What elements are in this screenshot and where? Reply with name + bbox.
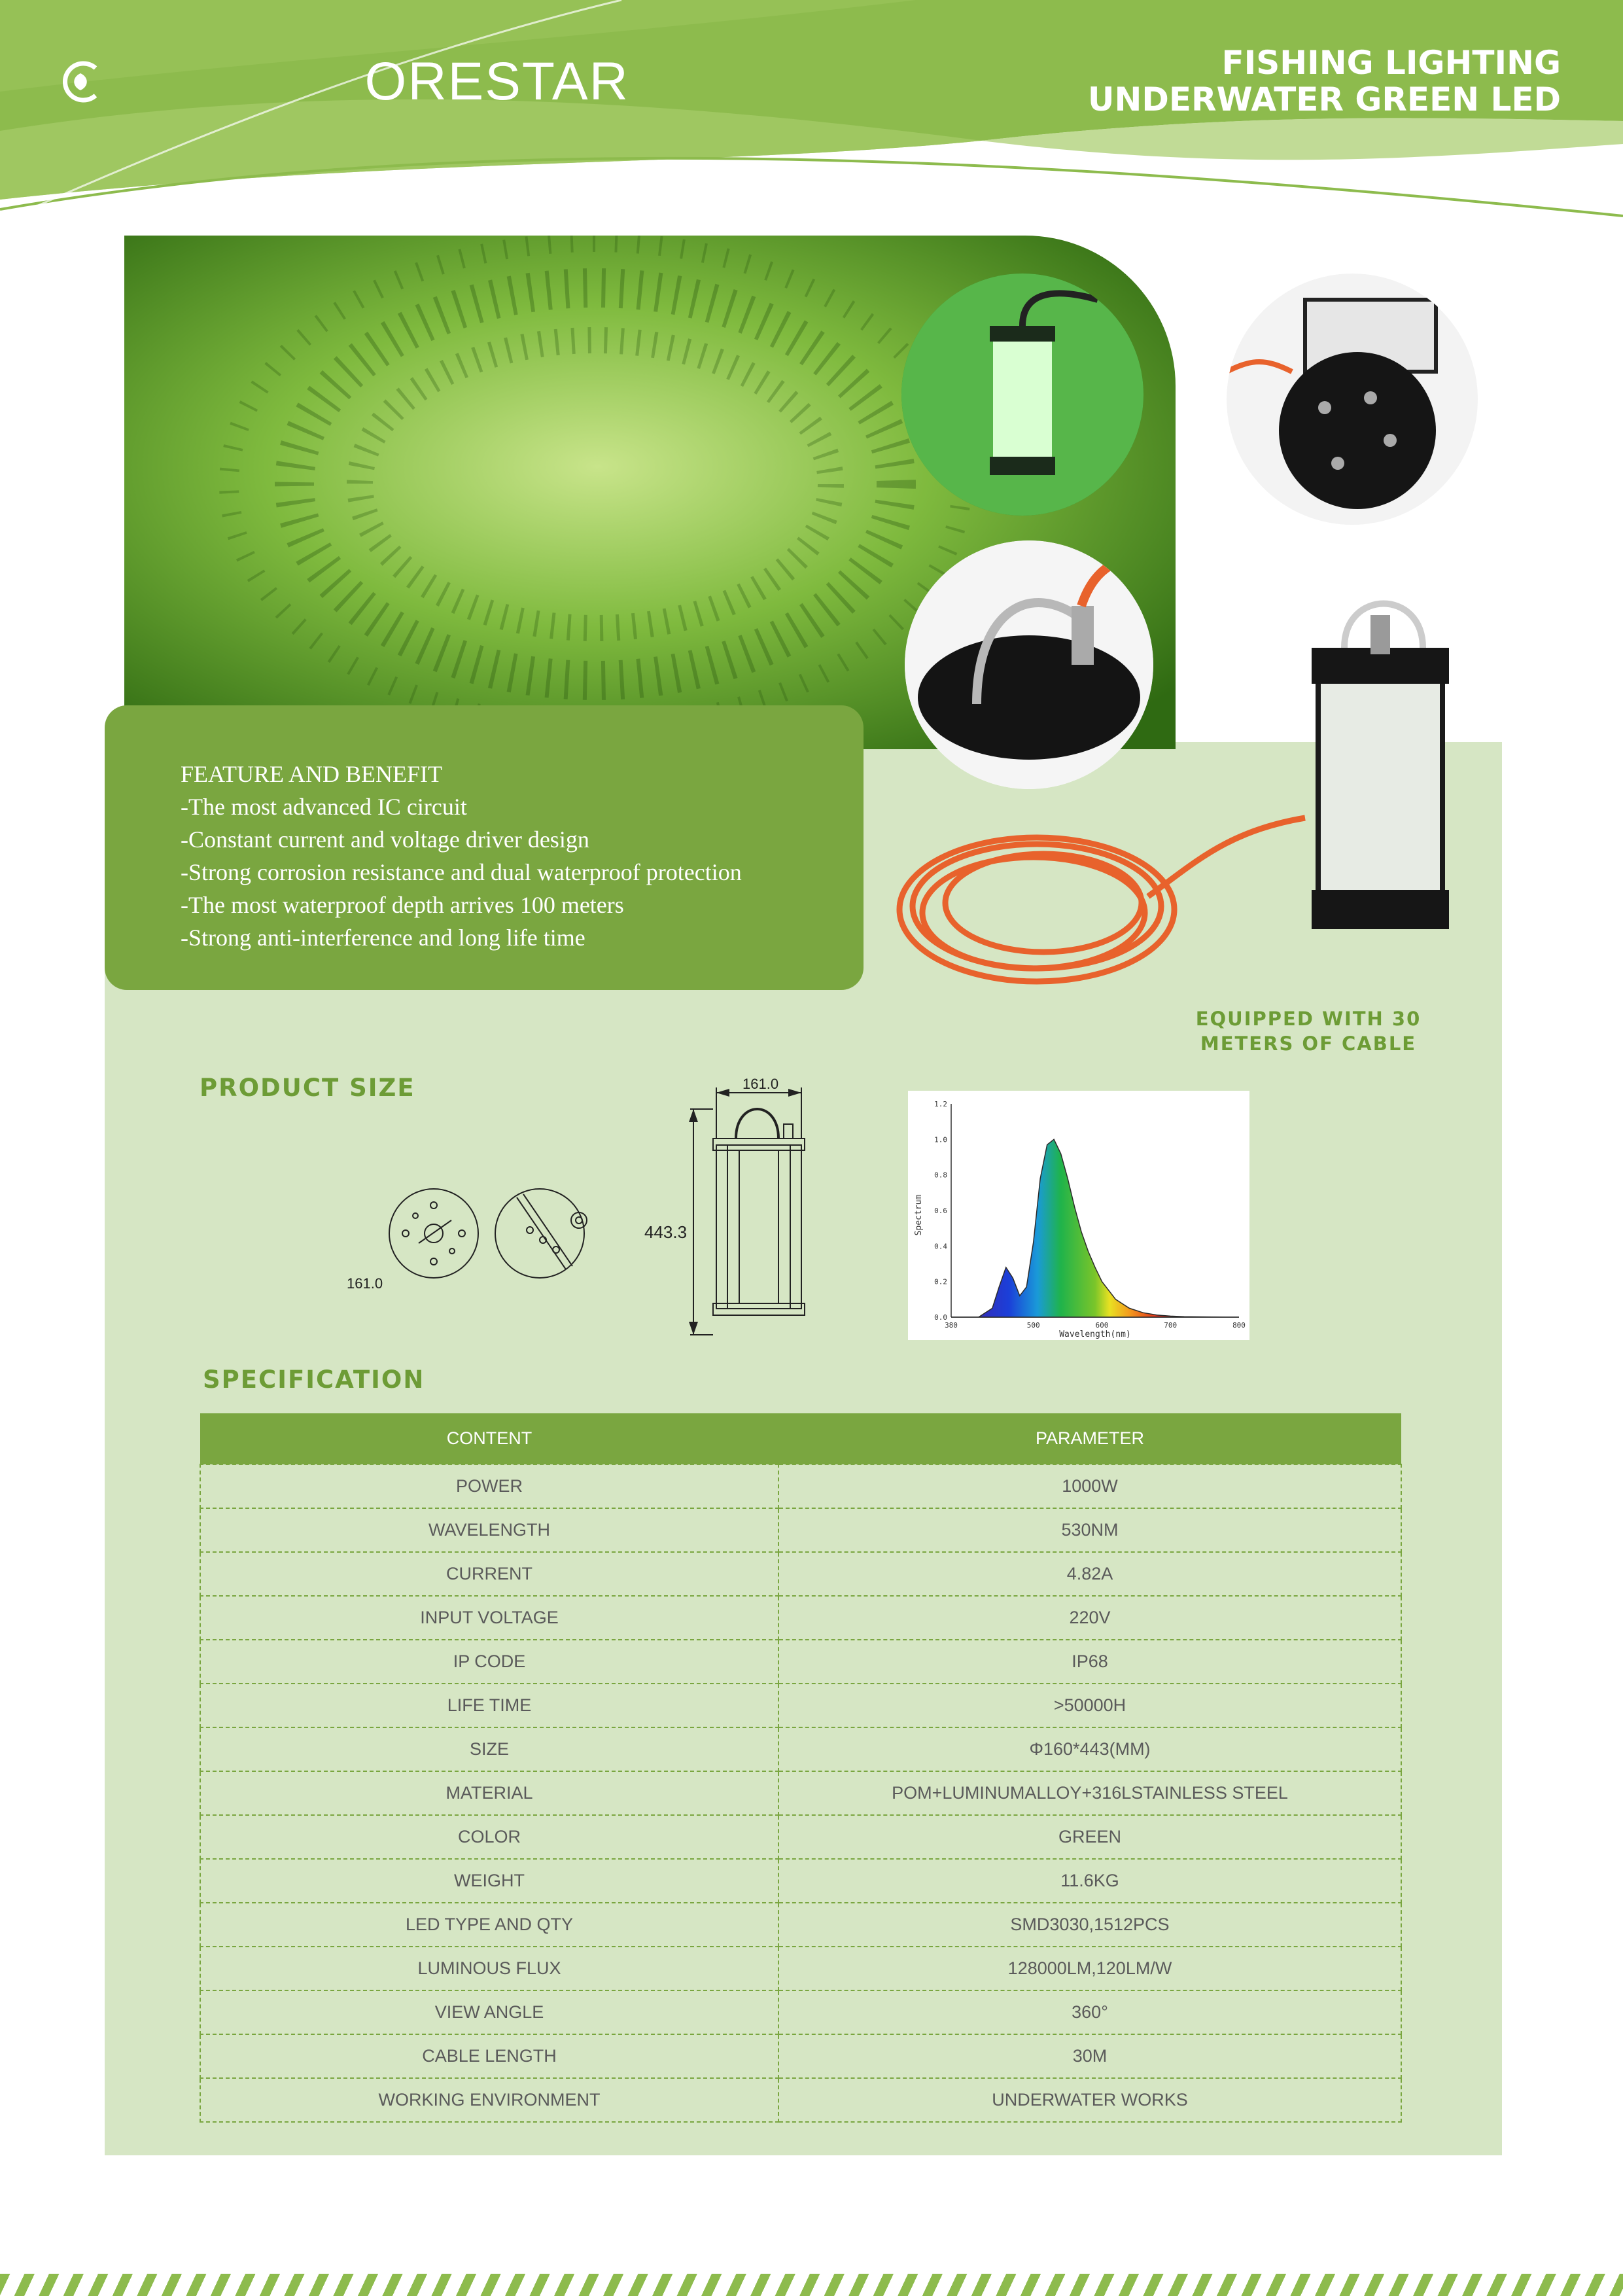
- cell-content: LIFE TIME: [200, 1684, 778, 1727]
- feature-item: -Constant current and voltage driver design: [181, 826, 589, 853]
- table-row: [200, 1684, 1401, 1727]
- specification-table: [200, 1413, 1402, 2123]
- x-tick-label: 500: [1026, 1321, 1040, 1330]
- diameter-label: 161.0: [347, 1275, 383, 1292]
- cell-parameter: 128000LM,120LM/W: [778, 1947, 1401, 1990]
- table-row: [200, 1727, 1401, 1771]
- brand-logo: [58, 51, 629, 113]
- spectrum-area: [951, 1139, 1239, 1317]
- cell-parameter: IP68: [778, 1640, 1401, 1684]
- y-axis-label: Spectrum: [914, 1194, 924, 1236]
- cell-parameter: SMD3030,1512PCS: [778, 1903, 1401, 1947]
- brand-logo-visible-text: ORESTAR: [364, 52, 629, 111]
- page-title: [1088, 44, 1561, 118]
- cell-content: CURRENT: [200, 1552, 778, 1596]
- cell-parameter: 360°: [778, 1990, 1401, 2034]
- lamp-top-cap-photo: [1227, 274, 1478, 525]
- cell-content: COLOR: [200, 1815, 778, 1859]
- y-tick-label: 0.2: [934, 1277, 947, 1286]
- feature-item: -The most waterproof depth arrives 100 meters: [181, 892, 624, 918]
- spectrum-chart: [908, 1091, 1249, 1340]
- cell-content: WORKING ENVIRONMENT: [200, 2078, 778, 2122]
- product-size-drawing: [327, 1073, 850, 1361]
- cell-parameter: 4.82A: [778, 1552, 1401, 1596]
- table-row: [200, 1552, 1401, 1596]
- cell-parameter: 1000W: [778, 1464, 1401, 1508]
- cable-caption-line2: METERS OF CABLE: [1200, 1033, 1417, 1055]
- x-tick-label: 800: [1232, 1321, 1246, 1330]
- cell-parameter: >50000H: [778, 1684, 1401, 1727]
- cell-content: LUMINOUS FLUX: [200, 1947, 778, 1990]
- y-tick-label: 0.8: [934, 1171, 947, 1180]
- feature-heading: FEATURE AND BENEFIT: [181, 761, 443, 787]
- cell-content: INPUT VOLTAGE: [200, 1596, 778, 1640]
- table-row: [200, 1771, 1401, 1815]
- table-row: [200, 1903, 1401, 1947]
- cell-content: POWER: [200, 1464, 778, 1508]
- feature-benefit-box: [105, 705, 864, 990]
- feature-item: -Strong corrosion resistance and dual waterproof protection: [181, 859, 742, 885]
- feature-item: -Strong anti-interference and long life time: [181, 925, 585, 951]
- table-row: [200, 1508, 1401, 1552]
- cell-parameter: UNDERWATER WORKS: [778, 2078, 1401, 2122]
- cell-parameter: Φ160*443(MM): [778, 1727, 1401, 1771]
- y-tick-label: 0.4: [934, 1242, 947, 1251]
- cell-content: WEIGHT: [200, 1859, 778, 1903]
- cell-parameter: POM+LUMINUMALLOY+316LSTAINLESS STEEL: [778, 1771, 1401, 1815]
- feature-item: -The most advanced IC circuit: [181, 794, 467, 820]
- bottom-stripe-border: [0, 2274, 1623, 2296]
- height-label: 443.3: [644, 1222, 688, 1242]
- top-width-label: 161.0: [742, 1076, 779, 1092]
- specification-title: SPECIFICATION: [203, 1366, 425, 1394]
- cell-parameter: 30M: [778, 2034, 1401, 2078]
- cell-content: WAVELENGTH: [200, 1508, 778, 1552]
- table-row: [200, 2034, 1401, 2078]
- x-tick-label: 600: [1095, 1321, 1109, 1330]
- table-header-row: [200, 1413, 1401, 1464]
- cell-parameter: GREEN: [778, 1815, 1401, 1859]
- cell-content: MATERIAL: [200, 1771, 778, 1815]
- cell-parameter: 11.6KG: [778, 1859, 1401, 1903]
- cable-caption: [1171, 1006, 1446, 1056]
- table-row: [200, 1640, 1401, 1684]
- x-axis-label: Wavelength(nm): [1059, 1330, 1131, 1339]
- column-header-content: CONTENT: [200, 1413, 778, 1464]
- cell-parameter: 220V: [778, 1596, 1401, 1640]
- cell-parameter: 530NM: [778, 1508, 1401, 1552]
- table-row: [200, 1859, 1401, 1903]
- x-tick-label: 700: [1164, 1321, 1178, 1330]
- table-row: [200, 1815, 1401, 1859]
- y-tick-label: 0.6: [934, 1207, 947, 1215]
- lamp-with-cable-photo: [886, 589, 1488, 1008]
- cell-content: LED TYPE AND QTY: [200, 1903, 778, 1947]
- table-row: [200, 1947, 1401, 1990]
- cell-content: CABLE LENGTH: [200, 2034, 778, 2078]
- y-tick-label: 0.0: [934, 1313, 947, 1322]
- lamp-glowing-photo: [901, 274, 1143, 516]
- x-tick-label: 380: [945, 1321, 958, 1330]
- y-tick-label: 1.0: [934, 1135, 947, 1144]
- page-title-line2: UNDERWATER GREEN LED: [1087, 80, 1561, 118]
- cable-caption-line1: EQUIPPED WITH 30: [1195, 1008, 1422, 1030]
- cell-content: SIZE: [200, 1727, 778, 1771]
- page-title-line1: FISHING LIGHTING: [1221, 44, 1561, 82]
- table-row: [200, 2078, 1401, 2122]
- product-size-title: PRODUCT SIZE: [200, 1074, 415, 1102]
- table-row: [200, 1596, 1401, 1640]
- cell-content: IP CODE: [200, 1640, 778, 1684]
- table-row: [200, 1464, 1401, 1508]
- y-tick-label: 1.2: [934, 1100, 947, 1108]
- table-row: [200, 1990, 1401, 2034]
- cell-content: VIEW ANGLE: [200, 1990, 778, 2034]
- column-header-parameter: PARAMETER: [778, 1413, 1401, 1464]
